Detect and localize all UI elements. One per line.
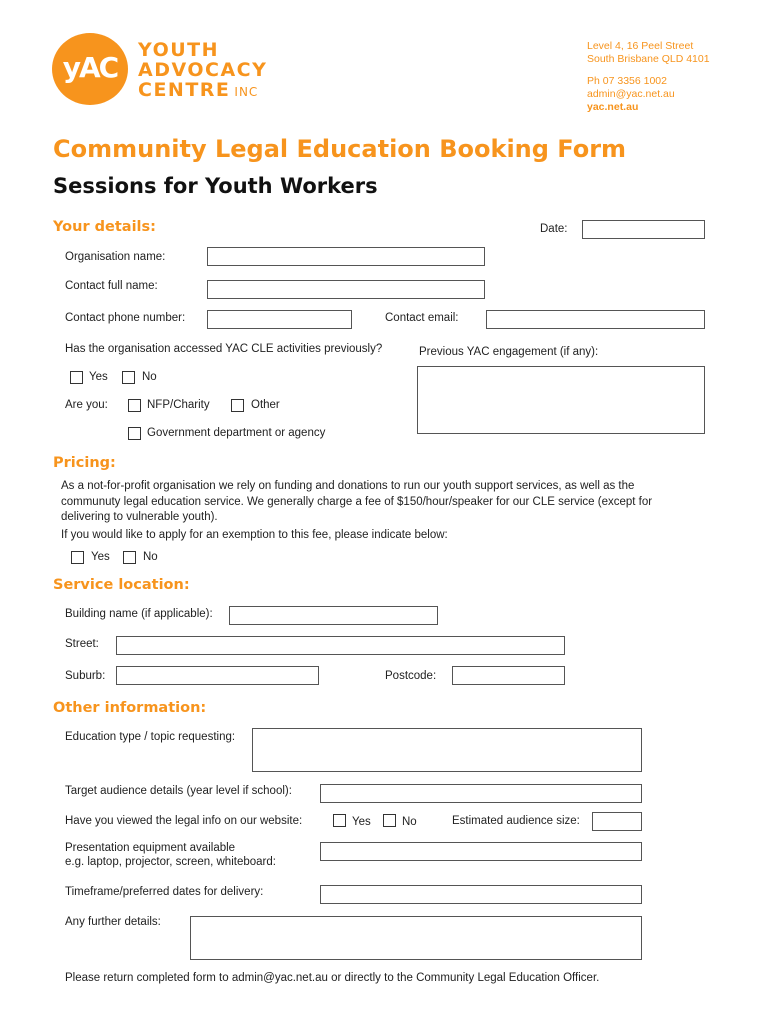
exemption-question: If you would like to apply for an exemption to this fee, please indicate below: xyxy=(61,529,448,541)
org-name-line1: YOUTH xyxy=(138,39,220,61)
education-type-field[interactable] xyxy=(252,728,642,772)
building-field[interactable] xyxy=(229,606,438,625)
postcode-label: Postcode: xyxy=(385,670,437,682)
form-title: Community Legal Education Booking Form xyxy=(53,135,627,163)
exemption-no-label: No xyxy=(143,551,158,563)
contact-name-field[interactable] xyxy=(207,280,485,299)
accessed-yes-checkbox[interactable] xyxy=(70,371,83,384)
viewed-no-checkbox[interactable] xyxy=(383,814,396,827)
pricing-paragraph xyxy=(61,479,701,526)
other-checkbox[interactable] xyxy=(231,399,244,412)
street-label: Street: xyxy=(65,638,99,650)
suburb-label: Suburb: xyxy=(65,670,106,682)
section-service-location: Service location: xyxy=(53,577,190,593)
yac-logo-icon xyxy=(52,33,128,105)
org-email: admin@yac.net.au xyxy=(587,88,675,100)
contact-name-label: Contact full name: xyxy=(65,280,158,292)
form-subtitle: Sessions for Youth Workers xyxy=(53,174,378,198)
logo-text: yAC xyxy=(62,51,118,84)
target-audience-label: Target audience details (year level if school): xyxy=(65,785,292,797)
exemption-no-checkbox[interactable] xyxy=(123,551,136,564)
org-name-suffix: INC xyxy=(234,85,259,99)
date-field[interactable] xyxy=(582,220,705,239)
nfp-checkbox[interactable] xyxy=(128,399,141,412)
section-other-info: Other information: xyxy=(53,700,207,716)
viewed-yes-checkbox[interactable] xyxy=(333,814,346,827)
contact-phone-label: Contact phone number: xyxy=(65,312,186,324)
previous-engagement-label: Previous YAC engagement (if any): xyxy=(419,346,599,358)
contact-email-field[interactable] xyxy=(486,310,705,329)
pricing-line3: delivering to vulnerable youth). xyxy=(61,511,218,523)
postcode-field[interactable] xyxy=(452,666,565,685)
org-name-line2: ADVOCACY xyxy=(138,59,268,81)
previous-engagement-field[interactable] xyxy=(417,366,705,434)
timeframe-label: Timeframe/preferred dates for delivery: xyxy=(65,886,264,898)
further-details-field[interactable] xyxy=(190,916,642,960)
org-name-line3: CENTRE xyxy=(138,79,231,101)
equipment-field[interactable] xyxy=(320,842,642,861)
org-name-line3-wrap xyxy=(138,80,258,102)
further-details-label: Any further details: xyxy=(65,916,161,928)
pricing-line2: communuty legal education service. We generally charge a fee of $150/hour/speaker for our CLE service (except for xyxy=(61,495,653,508)
nfp-label: NFP/Charity xyxy=(147,399,210,411)
exemption-yes-checkbox[interactable] xyxy=(71,551,84,564)
org-name-field[interactable] xyxy=(207,247,485,266)
audience-size-label: Estimated audience size: xyxy=(452,815,580,827)
date-label: Date: xyxy=(540,223,568,235)
footer-note: Please return completed form to admin@yac.net.au or directly to the Community Legal Education Officer. xyxy=(65,972,600,984)
suburb-field[interactable] xyxy=(116,666,319,685)
other-label: Other xyxy=(251,399,280,411)
contact-phone-field[interactable] xyxy=(207,310,352,329)
contact-email-label: Contact email: xyxy=(385,312,459,324)
org-name-label: Organisation name: xyxy=(65,251,166,263)
equipment-label-line2: e.g. laptop, projector, screen, whiteboard: xyxy=(65,856,276,868)
are-you-label: Are you: xyxy=(65,399,108,411)
timeframe-field[interactable] xyxy=(320,885,642,904)
building-label: Building name (if applicable): xyxy=(65,608,213,620)
equipment-label-line1: Presentation equipment available xyxy=(65,842,236,854)
street-field[interactable] xyxy=(116,636,565,655)
viewed-legal-info-label: Have you viewed the legal info on our website: xyxy=(65,815,303,827)
pricing-line1: As a not-for-profit organisation we rely on funding and donations to run our youth support services, as well as the xyxy=(61,480,635,492)
section-pricing: Pricing: xyxy=(53,455,116,471)
section-your-details: Your details: xyxy=(53,219,156,235)
education-type-label: Education type / topic requesting: xyxy=(65,731,236,743)
audience-size-field[interactable] xyxy=(592,812,642,831)
viewed-yes-label: Yes xyxy=(352,816,371,828)
viewed-no-label: No xyxy=(402,816,417,828)
address-line2: South Brisbane QLD 4101 xyxy=(587,53,710,65)
org-phone: Ph 07 3356 1002 xyxy=(587,75,667,87)
accessed-no-checkbox[interactable] xyxy=(122,371,135,384)
exemption-yes-label: Yes xyxy=(91,551,110,563)
gov-checkbox[interactable] xyxy=(128,427,141,440)
org-website: yac.net.au xyxy=(587,101,639,113)
accessed-question: Has the organisation accessed YAC CLE activities previously? xyxy=(65,343,383,355)
address-line1: Level 4, 16 Peel Street xyxy=(587,40,694,52)
accessed-yes-label: Yes xyxy=(89,371,108,383)
gov-label: Government department or agency xyxy=(147,427,326,439)
accessed-no-label: No xyxy=(142,371,157,383)
target-audience-field[interactable] xyxy=(320,784,642,803)
